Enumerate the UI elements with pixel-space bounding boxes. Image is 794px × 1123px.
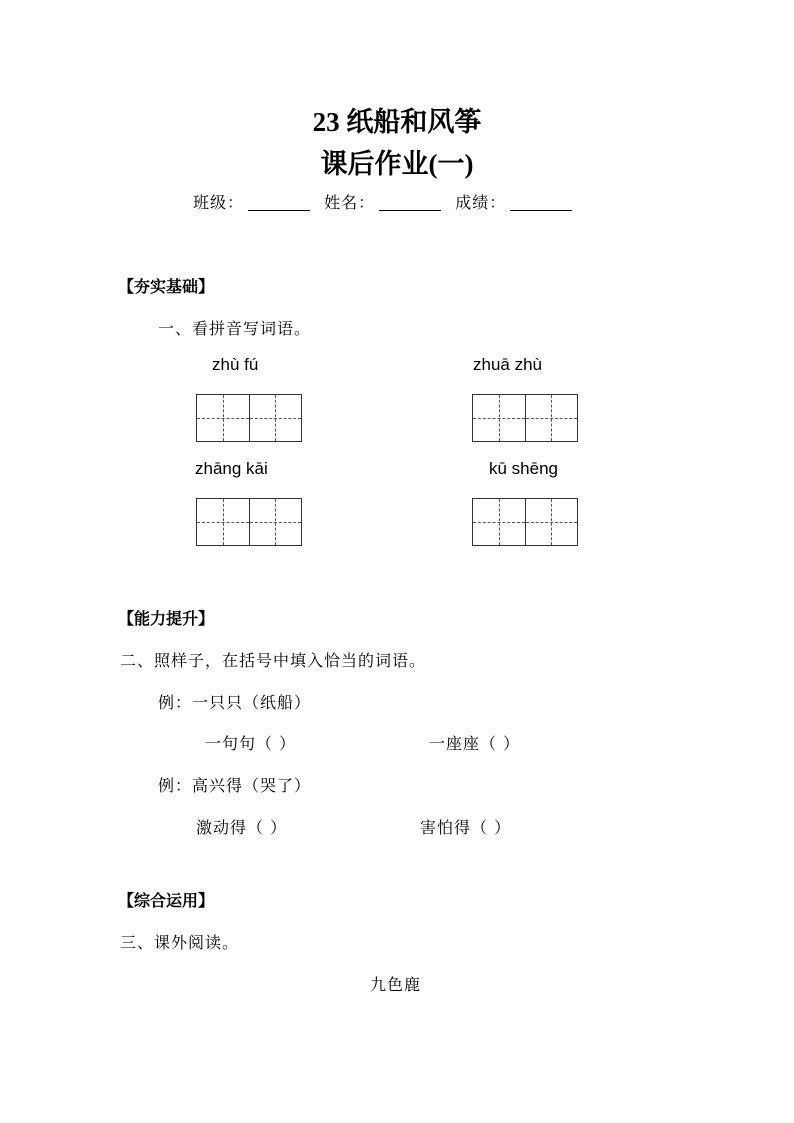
fill-blank-2b[interactable]: 害怕得（ ） (420, 818, 512, 837)
section-heading-ability: 【能力提升】 (118, 609, 215, 628)
fill-blank-1b[interactable]: 一座座（ ） (429, 734, 521, 753)
section-heading-basics: 【夯实基础】 (118, 277, 215, 296)
class-label: 班级： (193, 193, 245, 212)
example-2: 例：高兴得（哭了） (158, 776, 312, 795)
student-info-row (193, 190, 580, 213)
page-subtitle: 课后作业(一) (320, 149, 474, 179)
class-blank[interactable] (248, 194, 310, 211)
reading-title: 九色鹿 (370, 975, 422, 994)
name-label: 姓名： (324, 193, 376, 212)
question-2: 二、照样子，在括号中填入恰当的词语。 (120, 651, 427, 670)
pinyin-label: zhāng kāi (195, 459, 268, 478)
writing-grid[interactable] (472, 394, 578, 442)
pinyin-label: zhù fú (212, 355, 259, 374)
fill-blank-2a[interactable]: 激动得（ ） (196, 818, 288, 837)
section-heading-application: 【综合运用】 (118, 891, 215, 910)
name-blank[interactable] (379, 194, 441, 211)
pinyin-label: zhuā zhù (473, 355, 542, 374)
writing-grid[interactable] (472, 498, 578, 546)
writing-grid[interactable] (196, 394, 302, 442)
pinyin-label: kū shēng (489, 459, 558, 478)
writing-grid[interactable] (196, 498, 302, 546)
score-blank[interactable] (510, 194, 572, 211)
page-title: 23 纸船和风筝 (312, 107, 482, 137)
example-1: 例：一只只（纸船） (158, 693, 312, 712)
question-3: 三、课外阅读。 (120, 933, 240, 952)
score-label: 成绩： (455, 193, 507, 212)
question-1: 一、看拼音写词语。 (158, 319, 312, 338)
fill-blank-1a[interactable]: 一句句（ ） (205, 734, 297, 753)
